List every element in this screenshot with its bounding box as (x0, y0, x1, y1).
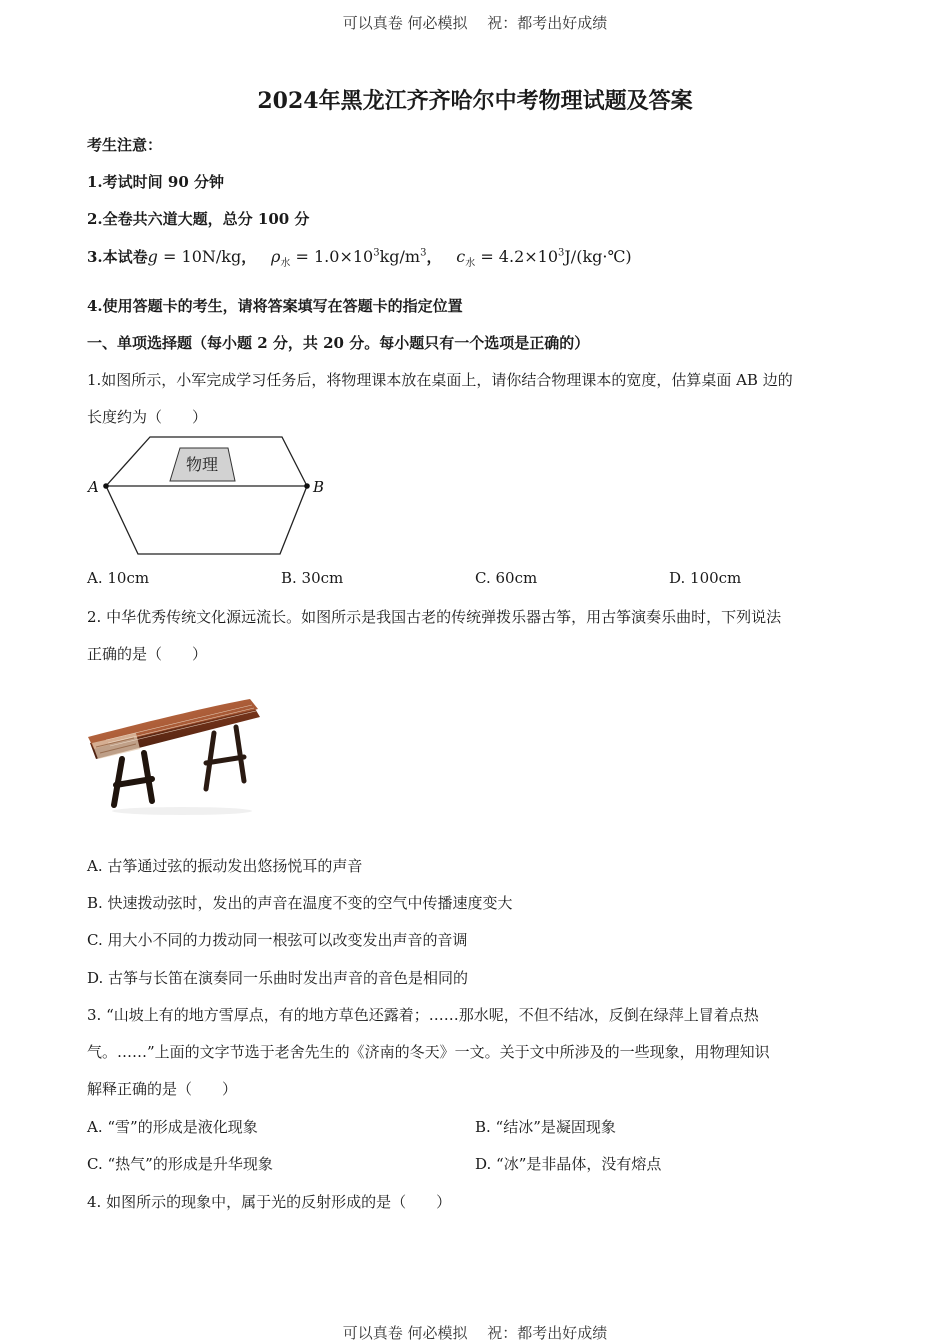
notice-item-1: 1.考试时间 90 分钟 (87, 173, 224, 191)
point-b-label: B (313, 478, 325, 496)
q2-option-a: A. 古筝通过弦的振动发出悠扬悦耳的声音 (87, 857, 363, 875)
notice-heading: 考生注意： (87, 136, 163, 154)
formula-c-unit: J/(kg·℃) (564, 247, 632, 266)
point-b-dot (304, 483, 310, 489)
point-a-label: A (88, 478, 99, 496)
page-title: 2024年黑龙江齐齐哈尔中考物理试题及答案 (257, 88, 693, 114)
q2-option-c: C. 用大小不同的力拨动同一根弦可以改变发出声音的音调 (87, 931, 468, 949)
q1-option-b: B. 30cm (281, 569, 344, 587)
formula-c-value: = 4.2×10 (480, 247, 559, 266)
q3-option-b: B. “结冰”是凝固现象 (475, 1118, 616, 1136)
q3-option-a: A. “雪”的形成是液化现象 (87, 1118, 258, 1136)
formula-rho: $\rho_水 = 1.0\times 10^3kg/m^3$ (271, 247, 427, 270)
question-1-line-1: 1.如图所示，小军完成学习任务后，将物理课本放在桌面上，请你结合物理课本的宽度，估算桌面 AB 边的 (87, 371, 793, 389)
formula-rho-unit: kg/m (379, 247, 421, 266)
q3-option-c: C. “热气”的形成是升华现象 (87, 1155, 273, 1173)
q1-option-d: D. 100cm (669, 569, 742, 587)
q1-option-c: C. 60cm (475, 569, 538, 587)
notice-item-4: 4.使用答题卡的考生，请将答案填写在答题卡的指定位置 (87, 297, 463, 315)
q2-option-b: B. 快速拨动弦时，发出的声音在温度不变的空气中传播速度变大 (87, 894, 513, 912)
point-a-dot (103, 483, 109, 489)
formula-rho-value: = 1.0×10 (295, 247, 374, 266)
question-2-line-2: 正确的是（ ） (87, 645, 208, 663)
formula-g-value: = 10N/kg (163, 247, 242, 266)
formula-g: g = 10N/kg (147, 247, 242, 266)
notice-item-3-prefix: 3.本试卷 (87, 248, 148, 266)
q2-option-d: D. 古筝与长笛在演奏同一乐曲时发出声音的音色是相同的 (87, 969, 469, 987)
question-2-line-1: 2. 中华优秀传统文化源远流长。如图所示是我国古老的传统弹拨乐器古筝，用古筝演奏乐曲时，下列说法 (87, 608, 782, 626)
desk-book-figure (84, 432, 334, 560)
q3-option-d: D. “冰”是非晶体，没有熔点 (475, 1155, 662, 1173)
question-4-line-1: 4. 如图所示的现象中，属于光的反射形成的是（ ） (87, 1193, 452, 1211)
guzheng-image (86, 693, 274, 818)
question-3-line-1: 3. “山坡上有的地方雪厚点，有的地方草色还露着；……那水呢，不但不结冰，反倒在绿萍上冒着点热 (87, 1006, 759, 1024)
book-label: 物理 (185, 455, 219, 474)
page-footer: 可以真卷 何必模拟 祝：都考出好成绩 (342, 1324, 608, 1342)
question-3-line-2: 气。……”上面的文字节选于老舍先生的《济南的冬天》一文。关于文中所涉及的一些现象，用物理知识 (87, 1043, 770, 1061)
notice-item-2: 2.全卷共六道大题，总分 100 分 (87, 210, 310, 228)
question-1-line-2: 长度约为（ ） (87, 408, 208, 426)
notice-item-3: 3.本试卷g = 10N/kg， $\rho_水 = 1.0\times 10^3kg/m^3$， $c_水$ = $4.2\times 10^3J/(kg\cdot℃)$ (87, 247, 632, 270)
section-1-heading: 一、单项选择题（每小题 2 分，共 20 分。每小题只有一个选项是正确的） (87, 334, 590, 352)
q1-option-a: A. 10cm (87, 569, 150, 587)
formula-c: $c_水$ = $4.2\times 10^3J/(kg\cdot℃)$ (456, 247, 632, 270)
question-3-line-3: 解释正确的是（ ） (87, 1080, 238, 1098)
page-header: 可以真卷 何必模拟 祝：都考出好成绩 (342, 14, 608, 32)
